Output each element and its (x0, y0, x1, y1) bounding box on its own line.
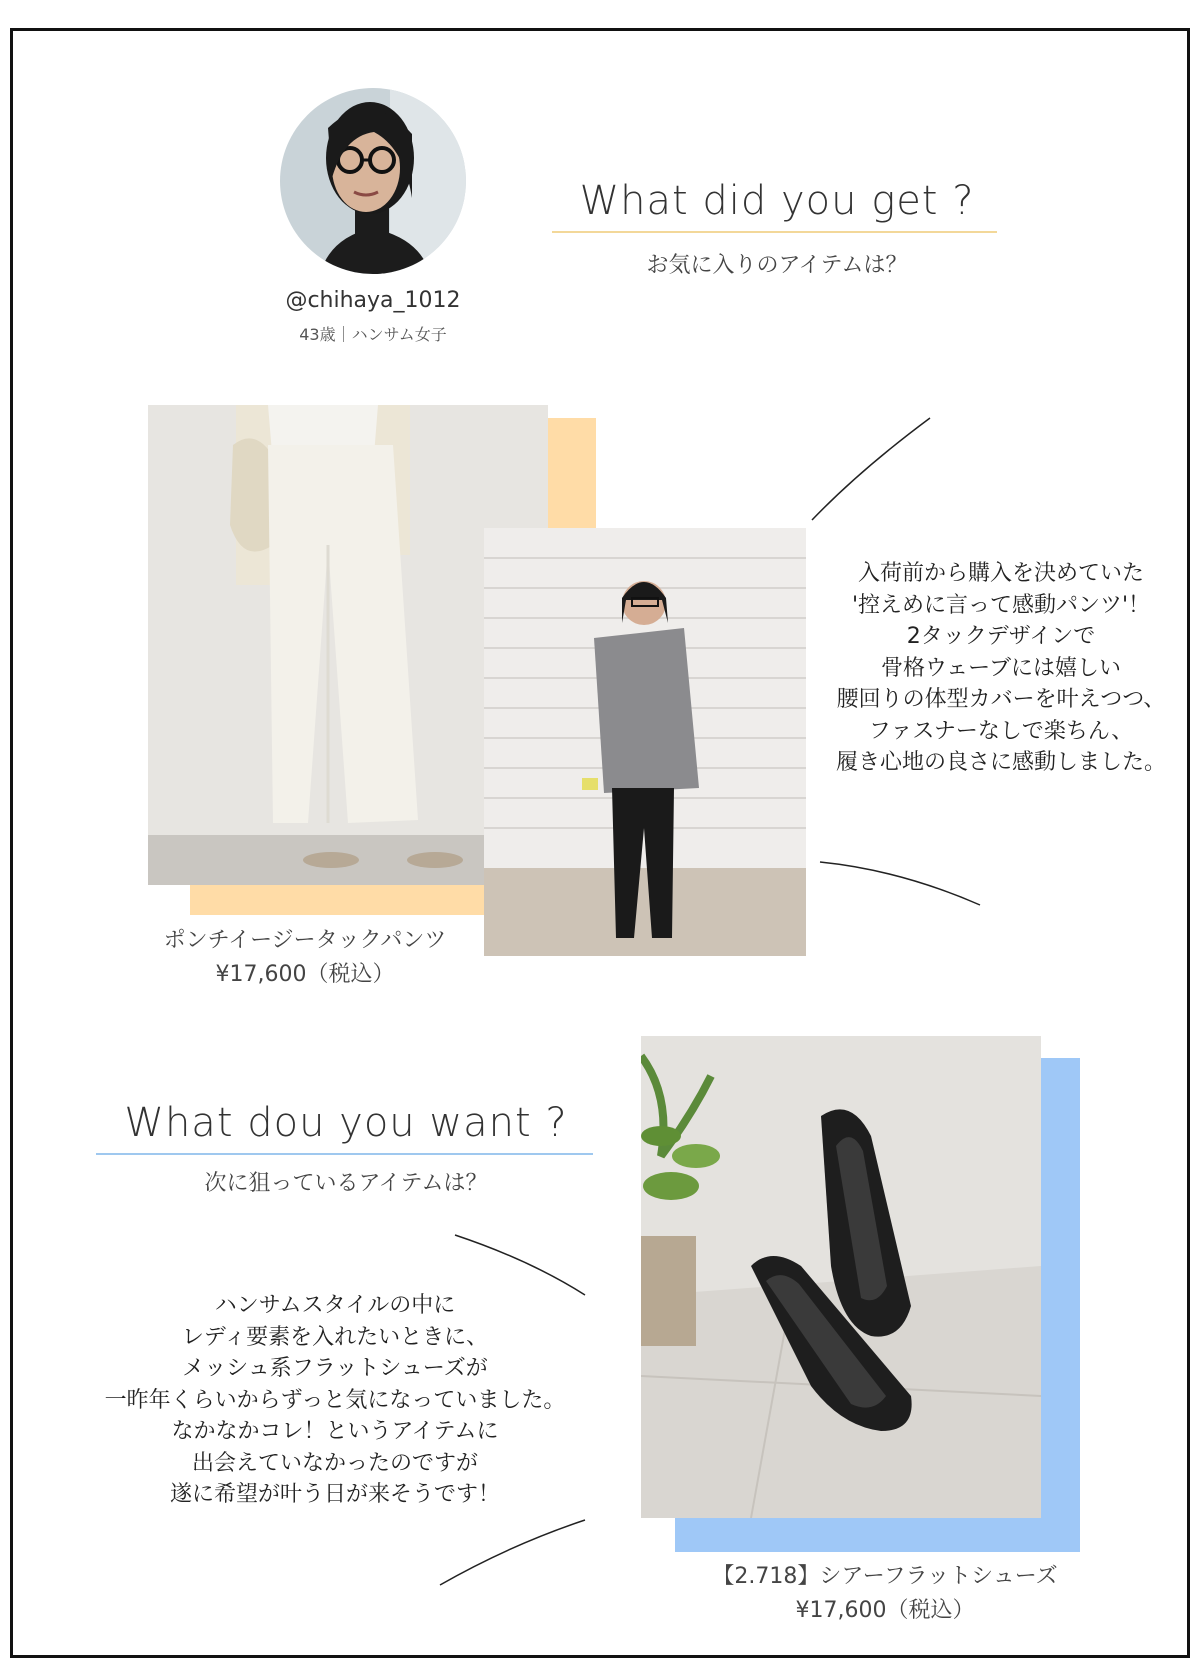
body-line: 骨格ウェーブには嬉しい (880, 655, 1122, 681)
body-line: 出会えていなかったのですが (191, 1450, 478, 1476)
product-name: ポンチイージータックパンツ (163, 928, 447, 953)
product-price: ¥17,600（税込） (795, 1598, 975, 1623)
body-line: なかなかコレ！というアイテムに (171, 1419, 499, 1444)
profile-handle: @chihaya_1012 (285, 288, 461, 313)
section-get-subtitle: お気に入りのアイテムは？ (646, 253, 908, 278)
body-line: 腰回りの体型カバーを叶えつつ、 (836, 687, 1166, 712)
section-want-subtitle: 次に狙っているアイテムは？ (204, 1171, 488, 1196)
section-get-title: What did you get ? (579, 178, 975, 224)
profile-meta: 43歳｜ハンサム女子 (299, 325, 447, 344)
body-line: '控えめに言って感動パンツ'！ (851, 592, 1151, 618)
deco-stroke (455, 1235, 585, 1295)
body-line: ファスナーなしで楽ちん、 (868, 718, 1134, 744)
section-want-title: What dou you want ? (124, 1100, 568, 1146)
body-line: 入荷前から購入を決めていた (857, 561, 1144, 586)
deco-stroke (812, 418, 930, 520)
body-line: レディ要素を入れたいときに、 (181, 1324, 489, 1350)
deco-stroke (820, 862, 980, 905)
body-line: 2タックデザインで (906, 624, 1096, 649)
body-line: メッシュ系フラットシューズが (182, 1356, 488, 1381)
product-name: 【2.718】シアーフラットシューズ (712, 1564, 1058, 1589)
body-line: 遂に希望が叶う日が来そうです！ (169, 1482, 500, 1507)
deco-stroke (440, 1520, 585, 1585)
body-line: ハンサムスタイルの中に (214, 1293, 456, 1318)
body-line: 履き心地の良さに感動しました。 (835, 750, 1166, 775)
body-line: 一昨年くらいからずっと気になっていました。 (104, 1387, 566, 1413)
product-price: ¥17,600（税込） (215, 962, 395, 987)
